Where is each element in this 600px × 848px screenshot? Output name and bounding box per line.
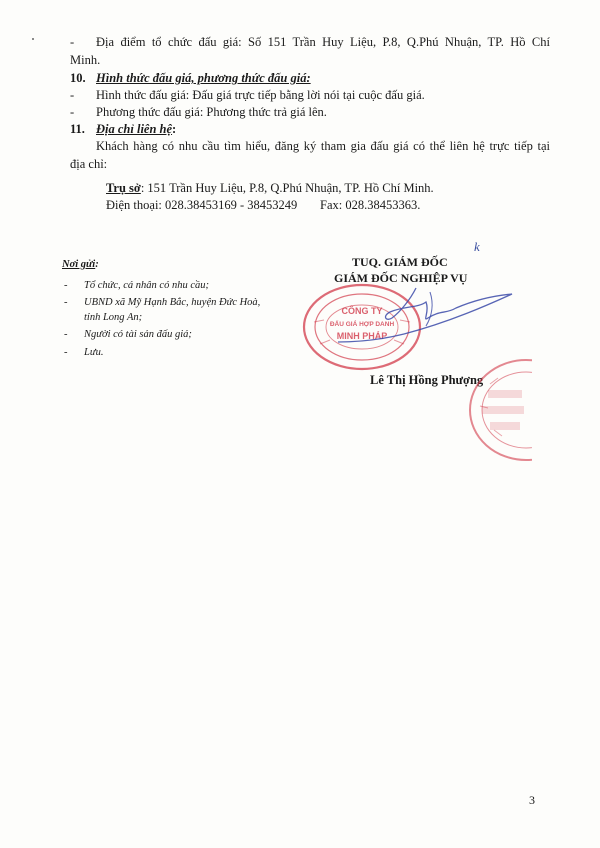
section-10-number: 10. <box>70 71 86 85</box>
office-label: Trụ sở <box>106 181 141 195</box>
recipient-item-continued: tỉnh Long An; <box>84 312 143 323</box>
bullet-dash: - <box>64 280 68 291</box>
venue-line-2: Minh. <box>70 53 101 67</box>
bullet-dash: - <box>64 329 68 340</box>
stamp-text-2: ĐẤU GIÁ HỢP DANH <box>329 321 395 328</box>
section-11-heading-wrap <box>96 121 176 138</box>
signer-name: Lê Thị Hồng Phượng <box>370 373 484 387</box>
recipients-label: Nơi gửi <box>62 259 96 270</box>
bullet-dash: - <box>70 88 75 102</box>
section-11-heading: Địa chỉ liên hệ <box>96 122 173 136</box>
section-11-colon: : <box>172 122 177 136</box>
bullet-dash: - <box>64 347 68 358</box>
fax-number: Fax: 028.38453363. <box>320 198 421 212</box>
bullet-dash: - <box>70 105 75 119</box>
handwritten-initial: k <box>474 239 480 254</box>
recipients-label-wrap <box>62 258 99 272</box>
recipient-item: Người có tài sản đấu giá; <box>84 329 192 340</box>
section-10-heading: Hình thức đấu giá, phương thức đấu giá: <box>96 71 311 85</box>
section-11-paragraph-line-2: địa chỉ: <box>70 157 108 171</box>
partial-stamp <box>468 356 532 464</box>
office-value: : 151 Trần Huy Liệu, P.8, Q.Phú Nhuận, TP. Hồ Chí Minh. <box>140 181 434 195</box>
recipient-item: Lưu. <box>84 347 104 358</box>
signature-title-2: GIÁM ĐỐC NGHIỆP VỤ <box>334 271 468 285</box>
recipients-colon: : <box>95 259 99 270</box>
phone-number: Điện thoại: 028.38453169 - 38453249 <box>106 198 298 212</box>
section-11-number: 11. <box>70 122 85 136</box>
recipient-item: Tổ chức, cá nhân có nhu cầu; <box>84 280 209 291</box>
page-number: 3 <box>529 793 535 807</box>
venue-line-1: Địa điểm tổ chức đấu giá: Số 151 Trần Huy Liệu, P.8, Q.Phú Nhuận, TP. Hồ Chí <box>96 35 550 49</box>
recipient-item: UBND xã Mỹ Hạnh Bắc, huyện Đức Hoà, <box>84 297 261 308</box>
scan-speck <box>32 38 34 40</box>
handwritten-signature <box>330 282 530 352</box>
bullet-dash: - <box>70 35 75 49</box>
section-11-paragraph-line-1: Khách hàng có nhu cầu tìm hiểu, đăng ký tham gia đấu giá có thể liên hệ trực tiếp tại <box>96 139 550 153</box>
stamp-text-1: CÔNG TY <box>341 306 383 316</box>
section-10-item-2: Phương thức đấu giá: Phương thức trả giá lên. <box>96 105 327 119</box>
bullet-dash: - <box>64 297 68 308</box>
section-10-item-1: Hình thức đấu giá: Đấu giá trực tiếp bằng lời nói tại cuộc đấu giá. <box>96 88 425 102</box>
stamp-text-3: MINH PHÁP <box>336 331 388 341</box>
office-address <box>106 180 434 197</box>
signature-title-1: TUQ. GIÁM ĐỐC <box>352 255 448 269</box>
